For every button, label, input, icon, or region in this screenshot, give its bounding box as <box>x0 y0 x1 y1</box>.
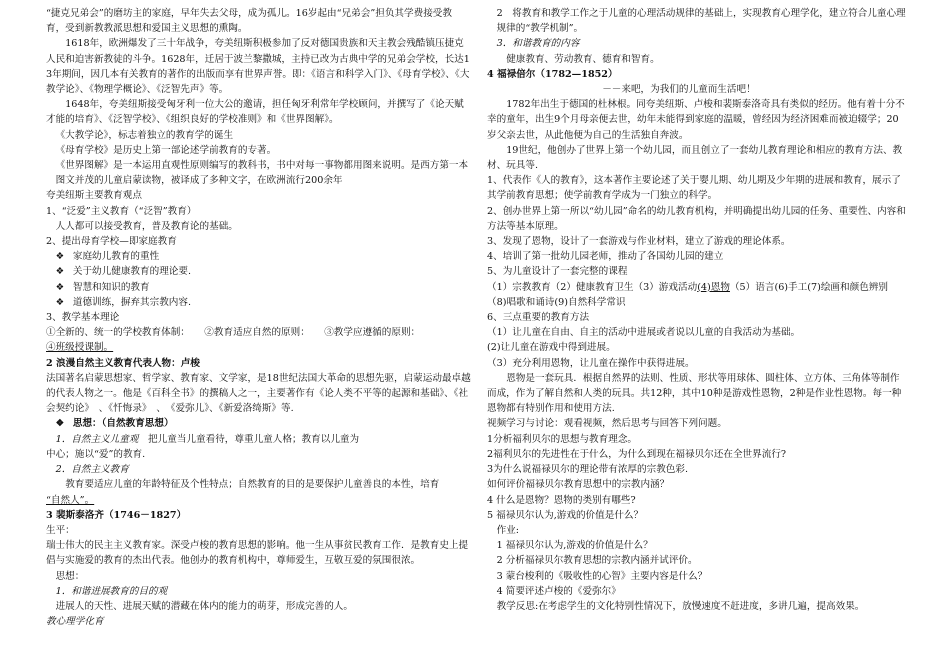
section-heading: 3 裴斯泰洛齐（1746－1827） <box>46 509 187 521</box>
epigraph: －－来吧，为我们的儿童而生活吧！ <box>602 84 756 96</box>
list-item: (2)让儿童在游戏中得到进展。 <box>487 342 616 354</box>
paragraph: 教学反思:在考虑学生的文化特别性情况下，放慢速度不赶进度，多讲几遍，提高效果。 <box>496 600 865 612</box>
paragraph-text: 把儿童当儿童看待，尊重儿童人格；教育以儿童为 <box>148 433 360 445</box>
subheading: 教心理学化育 <box>46 616 104 628</box>
paragraph: 人人都可以接受教育，普及教育论的基础。 <box>55 220 238 232</box>
paragraph: 1618年，欧洲爆发了三十年战争，夸美纽斯积极参加了反对德国贵族和天主教会残酷镇压捷克人民和迫害新教徒的斗争。1628年，迁居于波兰黎撒城，主持已改为古典中学的兄弟会学校，长达13年期间，因几本有关教育的著作的出版而享有世界声誉。即：《语言和科学入门》、《母育学校》、《大教学论》、《物理学概论》、《泛智先声》等。 <box>46 38 470 96</box>
paragraph: 生平： <box>46 524 75 536</box>
list-item: ❖ 道德训练，摒弃其宗教内容. <box>46 295 471 310</box>
paragraph: 恩物是一套玩具．根据自然界的法则、性质、形状等用球体、圆柱体、立方体、三角体等制作而成，作为了解自然和人类的玩具。共12种，其中10种是游戏性恩物，2种是作业性恩物。每一种恩物都有特别作用和使用方法. <box>487 372 902 415</box>
list-item: （8)唱歌和诵诗(9)自然科学常识 <box>487 296 626 308</box>
list-item: ❖ 家庭幼儿教育的重性 <box>46 249 471 264</box>
question: 3为什么说福禄贝尔的理论带有浓厚的宗教色彩. <box>487 464 689 476</box>
paragraph: ①全新的、统一的学校教育体制： ②教育适应自然的原则： ③教学应遵循的原则： <box>46 327 421 339</box>
list-item: 1、代表作《人的教育》，这本著作主要论述了关于婴儿期、幼儿期及少年期的进展和教育，展示了其学前教育思想；使学前教育学成为一门独立的科学。 <box>487 175 901 202</box>
homework-item: 2 分析福禄贝尔教育思想的宗教内涵并试评价。 <box>496 555 698 567</box>
homework-item: 4 简要评述卢梭的《爱弥尔》 <box>496 585 621 597</box>
section-heading: 4 福禄倍尔（1782—1852） <box>487 68 618 80</box>
paragraph: 健康教育、劳动教育、德育和智育。 <box>506 53 660 65</box>
list-heading: 1、“泛爱”主义教育（“泛智”教育） <box>46 205 197 217</box>
question: 如何评价福禄贝尔教育思想中的宗教内涵？ <box>487 479 670 491</box>
paragraph: 法国著名启蒙思想家、哲学家、教育家、文学家，是18世纪法国大革命的思想先驱，启蒙运动最卓越的代表人物之一。他是《百科全书》的撰稿人之一，主要著作有《论人类不平等的起源和基础》、《社会契约论》 、《忏悔录》 、 《爱弥儿》、《新爱洛绮斯》等. <box>46 372 471 415</box>
list-heading: ❖ 思想：（自然教育思想） <box>46 416 471 431</box>
homework-item: 1 福禄贝尔认为,游戏的价值是什么？ <box>496 540 653 552</box>
paragraph: 教育要适应儿童的年龄特征及个性特点；自然教育的目的是要保护儿童善良的本性，培育 <box>65 479 440 491</box>
paragraph: ④班级授课制。 <box>46 342 114 354</box>
subheading: 3．和谐教育的内容 <box>496 38 580 50</box>
left-column <box>46 6 471 629</box>
list-item: ❖ 智慧和知识的教育 <box>46 280 471 295</box>
paragraph <box>46 432 471 447</box>
paragraph: 中心；施以“爱”的教育. <box>46 448 146 460</box>
paragraph: 瑞士伟大的民主主义教育家。深受卢梭的教育思想的影响。他一生从事贫民教育工作．是教育史上提倡与实施爱的教育的杰出代表。他创办的教育机构中，尊师爱生，互敬互爱的氛围很浓。 <box>46 540 469 567</box>
subheading: 2．自然主义教育 <box>55 464 129 476</box>
paragraph: 1648年，夸美纽斯接受匈牙利一位大公的邀请，担任匈牙利常年学校顾问，并撰写了《论天赋才能的培育》、《泛智学校》、《组织良好的学校准则》和《世界图解》。 <box>46 99 464 126</box>
paragraph: 《大教学论》，标志着独立的教育学的诞生 <box>55 129 234 141</box>
list-item: 2、创办世界上第一所以“幼儿园”命名的幼儿教育机构，并明确提出幼儿园的任务、重要性、内容和方法等基本原理。 <box>487 205 906 232</box>
list-item: 6、三点重要的教育方法 <box>487 312 590 324</box>
list-item: ❖ 关于幼儿健康教育的理论要. <box>46 264 471 279</box>
list-heading: 2、提出母育学校—即家庭教育 <box>46 236 177 248</box>
paragraph: 思想： <box>55 570 85 582</box>
list-item: （3）充分利用恩物，让儿童在操作中获得进展。 <box>487 357 695 369</box>
list-heading: 3、教学基本理论 <box>46 312 120 324</box>
question: 2福利贝尔的先进性在于什么，为什么到现在福禄贝尔还在全世界流行? <box>487 448 787 460</box>
paragraph: 《母育学校》是历史上第一部论述学前教育的专著。 <box>55 144 277 156</box>
question: 4 什么是恩物？恩物的类别有哪些? <box>487 494 636 506</box>
homework-item: 3 蒙台梭利的《吸收性的心智》主要内容是什么？ <box>496 570 708 582</box>
course-list-text: （5）语言(6)手工(7)绘画和颜色辨别 <box>729 281 888 293</box>
section-heading: 2 浪漫自然主义教育代表人物：卢梭 <box>46 357 200 369</box>
course-list-text: （1）宗教教育（2）健康教育卫生（3）游戏活动 <box>487 281 698 293</box>
paragraph: 《世界图解》是一本运用直观性原则编写的教科书，书中对每一事物都用图来说明。是西方第一本图文并茂的儿童启蒙读物，被译成了多种文字，在欧洲流行200余年 <box>55 160 469 187</box>
section-heading: 夸美纽斯主要教育观点 <box>46 190 142 202</box>
list-item: （1）让儿童在自由、自主的活动中进展或者说以儿童的自我活动为基础。 <box>487 327 801 339</box>
paragraph: “捷克兄弟会”的磨坊主的家庭，早年失去父母，成为孤儿。16岁起由“兄弟会”担负其学费接受教育，受到新教教派思想和爱国主义思想的熏陶。 <box>46 8 452 35</box>
paragraph: “自然人”。 <box>46 494 95 506</box>
list-heading: 作业: <box>496 524 520 536</box>
list-item: 3、发现了恩物，设计了一套游戏与作业材料，建立了游戏的理论体系。 <box>487 236 791 248</box>
list-item <box>487 280 907 295</box>
paragraph: 视频学习与讨论：观看视频，然后思考与回答下列问题。 <box>487 418 727 430</box>
paragraph: 进展人的天性、进展天赋的潜藏在体内的能力的萌芽，形成完善的人。 <box>55 600 353 612</box>
paragraph: 19世纪，他创办了世界上第一个幼儿园，而且创立了一套幼儿教育理论和相应的教育方法、教材、玩具等. <box>487 144 903 172</box>
list-item: 5、为儿童设计了一套完整的课程 <box>487 266 628 278</box>
course-list-text: (4)恩物 <box>697 281 730 293</box>
paragraph: 1782年出生于德国的杜林根。同夸美纽斯、卢梭和裴斯泰洛奇具有类似的经历。他有着十分不幸的童年，出生9个月母亲便去世，幼年未能得到家庭的温暖，曾经因为经济困难而被迫辍学；20岁父亲去世，从此他便为自己的生活独自奔波。 <box>487 99 905 141</box>
list-item: 4、培训了第一批幼儿园老师，推动了各国幼儿园的建立 <box>487 251 724 263</box>
question: 5 福禄贝尔认为,游戏的价值是什么？ <box>487 509 644 521</box>
question: 1分析福利贝尔的思想与教育理念。 <box>487 433 638 445</box>
subheading: 1．自然主义儿童观 <box>55 433 139 445</box>
paragraph: 2 将教育和教学工作之于儿童的心理活动规律的基础上，实现教育心理学化，建立符合儿童心理规律的“教学机制”。 <box>496 8 906 35</box>
subheading: 1．和谐进展教育的目的观 <box>55 585 168 597</box>
right-column <box>487 6 907 614</box>
